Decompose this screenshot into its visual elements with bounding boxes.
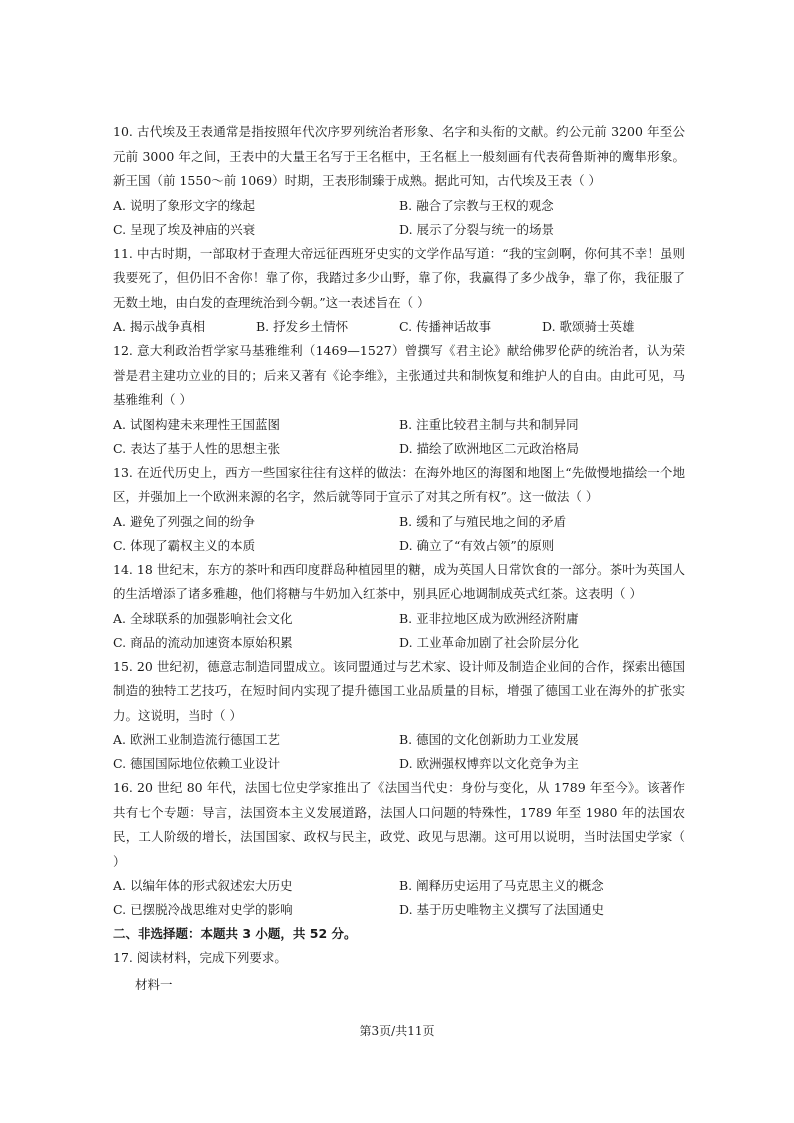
option-d: D. 确立了“有效占领”的原则	[399, 537, 555, 553]
question-stem: 12. 意大利政治哲学家马基雅维利（1469—1527）曾撰写《君主论》献给佛罗伦萨的统治者，认为荣誉是君主建功立业的目的；后来又著有《论李维》，主张通过共和制恢复和维护人的自由。由此可见，马基雅维利（ ）	[113, 343, 685, 407]
option-c: C. 德国国际地位依赖工业设计	[113, 756, 281, 771]
option-b: B. 注重比较君主制与共和制异同	[399, 416, 579, 432]
option-d: D. 基于历史唯物主义撰写了法国通史	[399, 902, 605, 917]
question-14	[113, 558, 685, 655]
page-footer: 第3页/共11页	[359, 1024, 435, 1038]
option-c: C. 已摆脱冷战思维对史学的影响	[113, 902, 293, 917]
question-stem: 10. 古代埃及王表通常是指按照年代次序罗列统治者形象、名字和头衔的文献。约公元前 3200 年至公元前 3000 年之间，王表中的大量王名写于王名框中，王名框上一般刻画有代表荷鲁斯神的鹰隼形象。新王国（前 1550～前 1069）时期，王表形制臻于成熟。据此可知，古代埃及王表（ ）	[113, 124, 685, 188]
options-grid	[113, 607, 685, 655]
question-stem: 16. 20 世纪 80 年代，法国七位史学家推出了《法国当代史：身份与变化，从 1789 年至今》。该著作共有七个专题：导言，法国资本主义发展道路，法国人口问题的特殊性，1789 年至 1980 年的法国农民，工人阶级的增长，法国国家、政权与民主，政党、政见与思潮。这可用以说明，当时法国史学家（ ）	[113, 780, 685, 869]
option-d: D. 歌颂骑士英雄	[542, 319, 635, 334]
question-10	[113, 120, 685, 242]
question-stem: 14. 18 世纪末，东方的茶叶和西印度群岛种植园里的糖，成为英国人日常饮食的一部分。茶叶为英国人的生活增添了诸多雅趣，他们将糖与牛奶加入红茶中，别具匠心地调制成英式红茶。这表明（ ）	[113, 561, 685, 601]
question-15	[113, 655, 685, 777]
question-stem: 11. 中古时期，一部取材于查理大帝远征西班牙史实的文学作品写道：“我的宝剑啊，你何其不幸！虽则我要死了，但仍旧不舍你！靠了你，我踏过多少山野，靠了你，我赢得了多少战争，靠了你，我征服了无数土地，由白发的查理统治到今朝。”这一表述旨在（ ）	[113, 245, 685, 310]
option-b: B. 抒发乡土情怀	[256, 319, 349, 334]
option-d: D. 工业革命加剧了社会阶层分化	[399, 634, 580, 650]
option-b: B. 缓和了与殖民地之间的矛盾	[399, 513, 567, 529]
option-d: D. 展示了分裂与统一的场景	[399, 221, 555, 237]
option-a: A. 避免了列强之间的纷争	[113, 513, 255, 529]
options-row	[113, 315, 685, 339]
question-17-stem: 17. 阅读材料，完成下列要求。	[113, 950, 287, 965]
option-d: D. 欧洲强权博弈以文化竞争为主	[399, 756, 580, 771]
option-b: B. 德国的文化创新助力工业发展	[399, 732, 579, 747]
option-b: B. 亚非拉地区成为欧洲经济附庸	[399, 610, 579, 626]
material-label: 材料一	[135, 976, 173, 992]
question-11	[113, 242, 685, 340]
option-c: C. 体现了霸权主义的本质	[113, 537, 256, 553]
question-16	[113, 776, 685, 922]
section-heading: 二、非选择题：本题共 3 小题，共 52 分。	[113, 926, 357, 941]
options-grid	[113, 413, 685, 461]
option-c: C. 商品的流动加速资本原始积累	[113, 634, 293, 650]
option-c: C. 传播神话故事	[399, 319, 492, 334]
option-c: C. 表达了基于人性的思想主张	[113, 440, 281, 456]
option-a: A. 说明了象形文字的缘起	[113, 197, 255, 213]
option-a: A. 揭示战争真相	[113, 319, 205, 334]
question-13	[113, 461, 685, 558]
option-b: B. 阐释历史运用了马克思主义的概念	[399, 878, 604, 893]
options-grid	[113, 510, 685, 558]
options-grid	[113, 194, 685, 242]
options-grid	[113, 874, 685, 922]
options-grid	[113, 728, 685, 776]
question-12	[113, 339, 685, 461]
option-b: B. 融合了宗教与王权的观念	[399, 197, 554, 213]
option-a: A. 试图构建未来理性王国蓝图	[113, 416, 280, 432]
exam-page-body	[113, 120, 685, 997]
option-a: A. 以编年体的形式叙述宏大历史	[113, 878, 293, 893]
option-a: A. 全球联系的加强影响社会文化	[113, 610, 293, 626]
option-a: A. 欧洲工业制造流行德国工艺	[113, 732, 280, 747]
option-d: D. 描绘了欧洲地区二元政治格局	[399, 440, 580, 456]
question-stem: 13. 在近代历史上，西方一些国家往往有这样的做法：在海外地区的海图和地图上“先做慢地描绘一个地区，并强加上一个欧洲来源的名字，然后就等同于宣示了对其之所有权”。这一做法（ ）	[113, 464, 685, 504]
question-stem: 15. 20 世纪初，德意志制造同盟成立。该同盟通过与艺术家、设计师及制造企业间的合作，探索出德国制造的独特工艺技巧，在短时间内实现了提升德国工业品质量的目标，增强了德国工业在海外的扩张实力。这说明，当时（ ）	[113, 658, 685, 723]
option-c: C. 呈现了埃及神庙的兴衰	[113, 221, 256, 237]
